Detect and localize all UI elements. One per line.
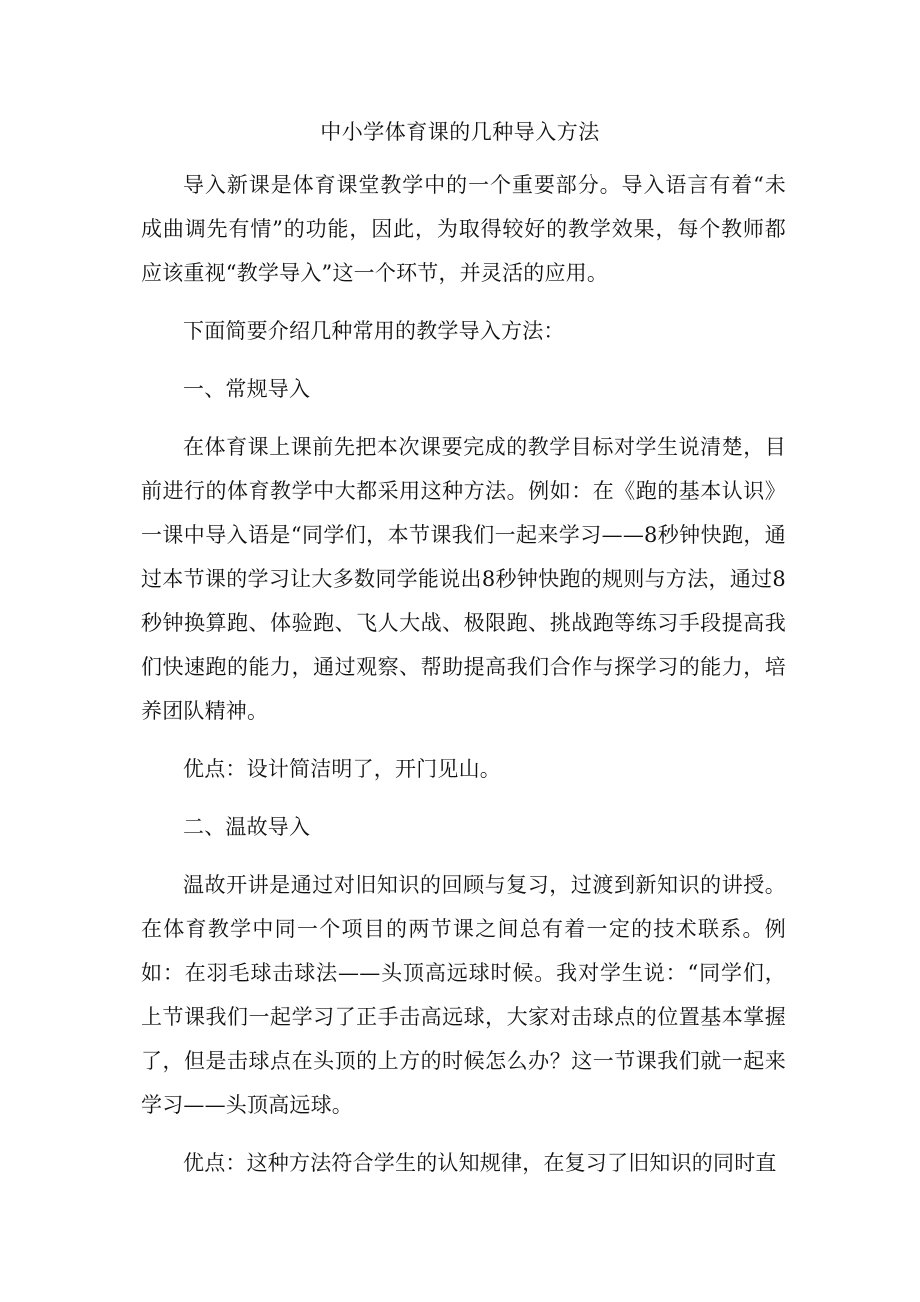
paragraph-overview: 下面简要介绍几种常用的教学导入方法：	[183, 319, 565, 343]
document-body	[141, 163, 786, 1199]
section-heading-review: 二、温故导入	[183, 815, 311, 839]
section-heading-routine: 一、常规导入	[183, 377, 311, 401]
paragraph-review-advantage: 优点：这种方法符合学生的认知规律，在复习了旧知识的同时直	[183, 1151, 777, 1175]
paragraph-routine-method: 在体育课上课前先把本次课要完成的教学目标对学生说清楚，目前进行的体育教学中大都采用这种方法。例如：在《跑的基本认识》一课中导入语是“同学们，本节课我们一起来学习——8秒钟快跑，通过本节课的学习让大多数同学能说出8秒钟快跑的规则与方法，通过8秒钟换算跑、体验跑、飞人大战、极限跑、挑战跑等练习手段提高我们快速跑的能力，通过观察、帮助提高我们合作与探学习的能力，培养团队精神。	[141, 435, 786, 723]
paragraph-intro: 导入新课是体育课堂教学中的一个重要部分。导入语言有着“未成曲调先有情”的功能，因此，为取得较好的教学效果，每个教师都应该重视“教学导入”这一个环节，并灵活的应用。	[141, 173, 786, 285]
paragraph-routine-advantage: 优点：设计简洁明了，开门见山。	[183, 757, 501, 781]
paragraph-review-method: 温故开讲是通过对旧知识的回顾与复习，过渡到新知识的讲授。在体育教学中同一个项目的两节课之间总有着一定的技术联系。例如：在羽毛球击球法——头顶高远球时候。我对学生说：“同学们，上节课我们一起学习了正手击高远球，大家对击球点的位置基本掌握了，但是击球点在头顶的上方的时候怎么办？这一节课我们就一起来学习——头顶高远球。	[141, 873, 786, 1117]
document-title: 中小学体育课的几种导入方法	[320, 120, 600, 144]
